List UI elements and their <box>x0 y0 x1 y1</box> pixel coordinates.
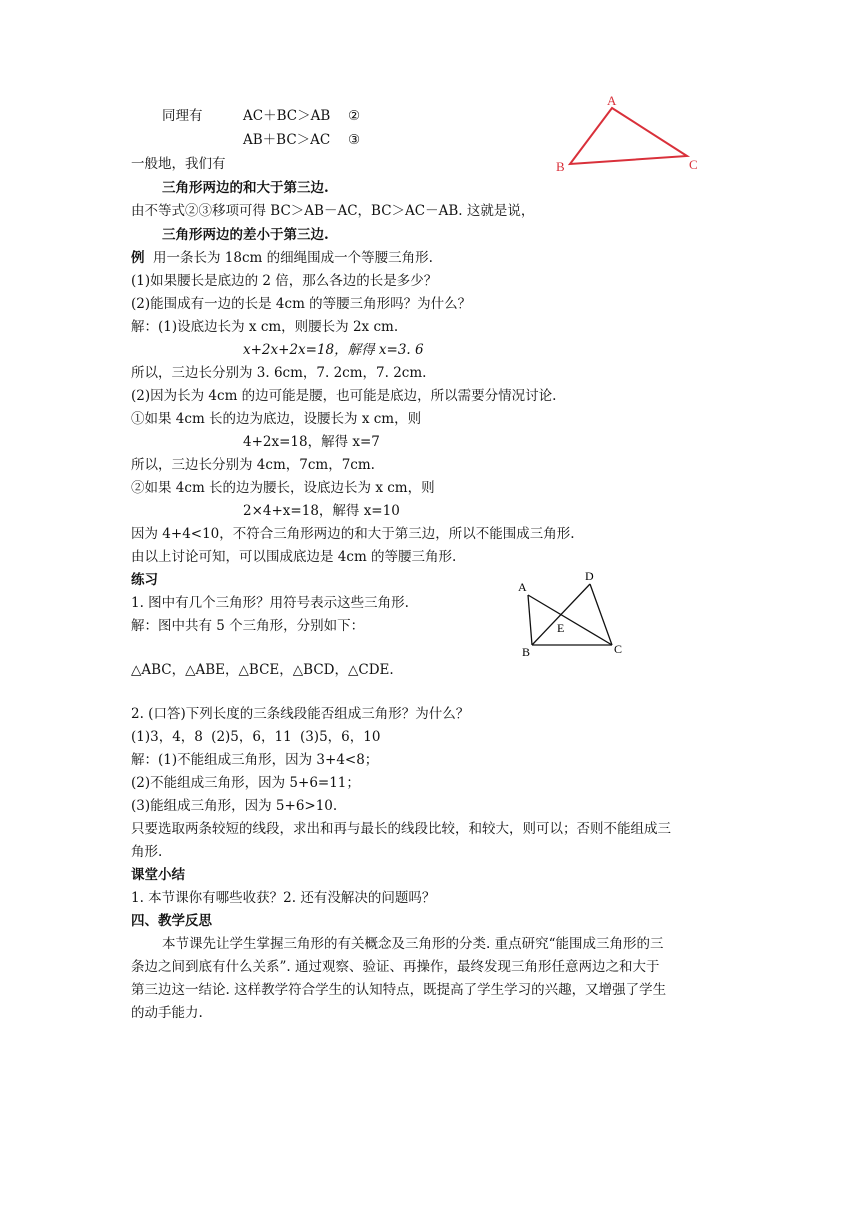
segment-dc <box>590 584 612 645</box>
segment-bd <box>532 584 590 645</box>
equation-line: 2×4+x=18，解得 x=10 <box>243 503 400 519</box>
section-heading-reflection: 四、教学反思 <box>131 913 212 929</box>
vertex-label-c: C <box>614 642 623 656</box>
theorem-sum: 三角形两边的和大于第三边. <box>162 180 329 196</box>
triangle-figure-abc <box>552 92 712 178</box>
vertex-label-a: A <box>518 580 527 594</box>
text-line: 一般地，我们有 <box>131 156 226 172</box>
solution-line: (2)因为长为 4cm 的边可能是腰，也可能是底边，所以需要分情况讨论. <box>131 388 557 404</box>
vertex-label-e: E <box>557 621 565 635</box>
solution-line: 解：(1)不能组成三角形，因为 3+4<8； <box>131 752 379 768</box>
solution-line: 因为 4+4<10，不符合三角形两边的和大于第三边，所以不能围成三角形. <box>131 526 575 542</box>
example-statement: 用一条长为 18cm 的细绳围成一个等腰三角形. <box>153 250 433 266</box>
solution-line: 解：(1)设底边长为 x cm，则腰长为 2x cm. <box>131 319 399 335</box>
segment-ab <box>528 595 532 645</box>
section-heading-summary: 课堂小结 <box>131 867 185 883</box>
example-label: 例 <box>131 250 145 266</box>
triangle-list: △ABC，△ABE，△BCE，△BCD，△CDE. <box>131 662 394 678</box>
inequality-2: AB＋BC＞AC <box>243 132 331 148</box>
reflection-paragraph: 本节课先让学生掌握三角形的有关概念及三角形的分类. 重点研究“能围成三角形的三 <box>162 936 664 952</box>
exercise-2-options: (1)3，4，8 (2)5，6，11 (3)5，6，10 <box>131 729 381 745</box>
reflection-paragraph: 条边之间到底有什么关系”. 通过观察、验证、再操作，最终发现三角形任意两边之和大于 <box>131 959 660 975</box>
text-line: 只要选取两条较短的线段，求出和再与最长的线段比较，和较大，则可以；否则不能组成三 <box>131 821 671 837</box>
vertex-label-b: B <box>522 645 531 659</box>
solution-line: 所以，三边长分别为 3. 6cm，7. 2cm，7. 2cm. <box>131 365 427 381</box>
solution-line: ②如果 4cm 长的边为腰长，设底边长为 x cm，则 <box>131 480 435 496</box>
reflection-paragraph: 第三边这一结论. 这样教学符合学生的认知特点，既提高了学生学习的兴趣，又增强了学生 <box>131 982 667 998</box>
text-line: 由不等式②③移项可得 BC＞AB－AC，BC＞AC－AB. 这就是说， <box>131 203 535 219</box>
exercise-1: 1. 图中有几个三角形？用符号表示这些三角形. <box>131 595 409 611</box>
equation-number-3: ③ <box>348 132 361 148</box>
equation-line: x+2x+2x=18，解得 x=3. 6 <box>243 342 424 358</box>
solution-line: ①如果 4cm 长的边为底边，设腰长为 x cm，则 <box>131 411 422 427</box>
solution-line: 解：图中共有 5 个三角形，分别如下： <box>131 618 365 634</box>
inequality-1: AC＋BC＞AB <box>243 108 331 124</box>
vertex-label-d: D <box>585 569 594 583</box>
solution-line: 所以，三边长分别为 4cm，7cm，7cm. <box>131 457 375 473</box>
vertex-label-c: C <box>689 157 698 172</box>
text-line: 同理有 <box>162 108 203 124</box>
vertex-label-a: A <box>607 93 617 108</box>
triangle-figure-abcde <box>512 568 632 660</box>
reflection-paragraph: 的动手能力. <box>131 1005 203 1021</box>
question-1: (1)如果腰长是底边的 2 倍，那么各边的长是多少？ <box>131 273 438 289</box>
solution-line: 由以上讨论可知，可以围成底边是 4cm 的等腰三角形. <box>131 549 457 565</box>
solution-line: (2)不能组成三角形，因为 5+6=11； <box>131 775 360 791</box>
exercise-2: 2. (口答)下列长度的三条线段能否组成三角形？为什么？ <box>131 706 470 722</box>
triangle-abc-shape <box>570 108 687 164</box>
question-2: (2)能围成有一边的长是 4cm 的等腰三角形吗？为什么？ <box>131 296 472 312</box>
equation-line: 4+2x=18，解得 x=7 <box>243 434 380 450</box>
segment-ac <box>528 595 612 645</box>
text-line: 角形. <box>131 844 163 860</box>
equation-number-2: ② <box>348 108 361 124</box>
summary-questions: 1. 本节课你有哪些收获？2. 还有没解决的问题吗？ <box>131 890 436 906</box>
vertex-label-b: B <box>556 159 565 174</box>
theorem-difference: 三角形两边的差小于第三边. <box>162 227 329 243</box>
section-heading-practice: 练习 <box>131 572 158 588</box>
solution-line: (3)能组成三角形，因为 5+6>10. <box>131 798 338 814</box>
